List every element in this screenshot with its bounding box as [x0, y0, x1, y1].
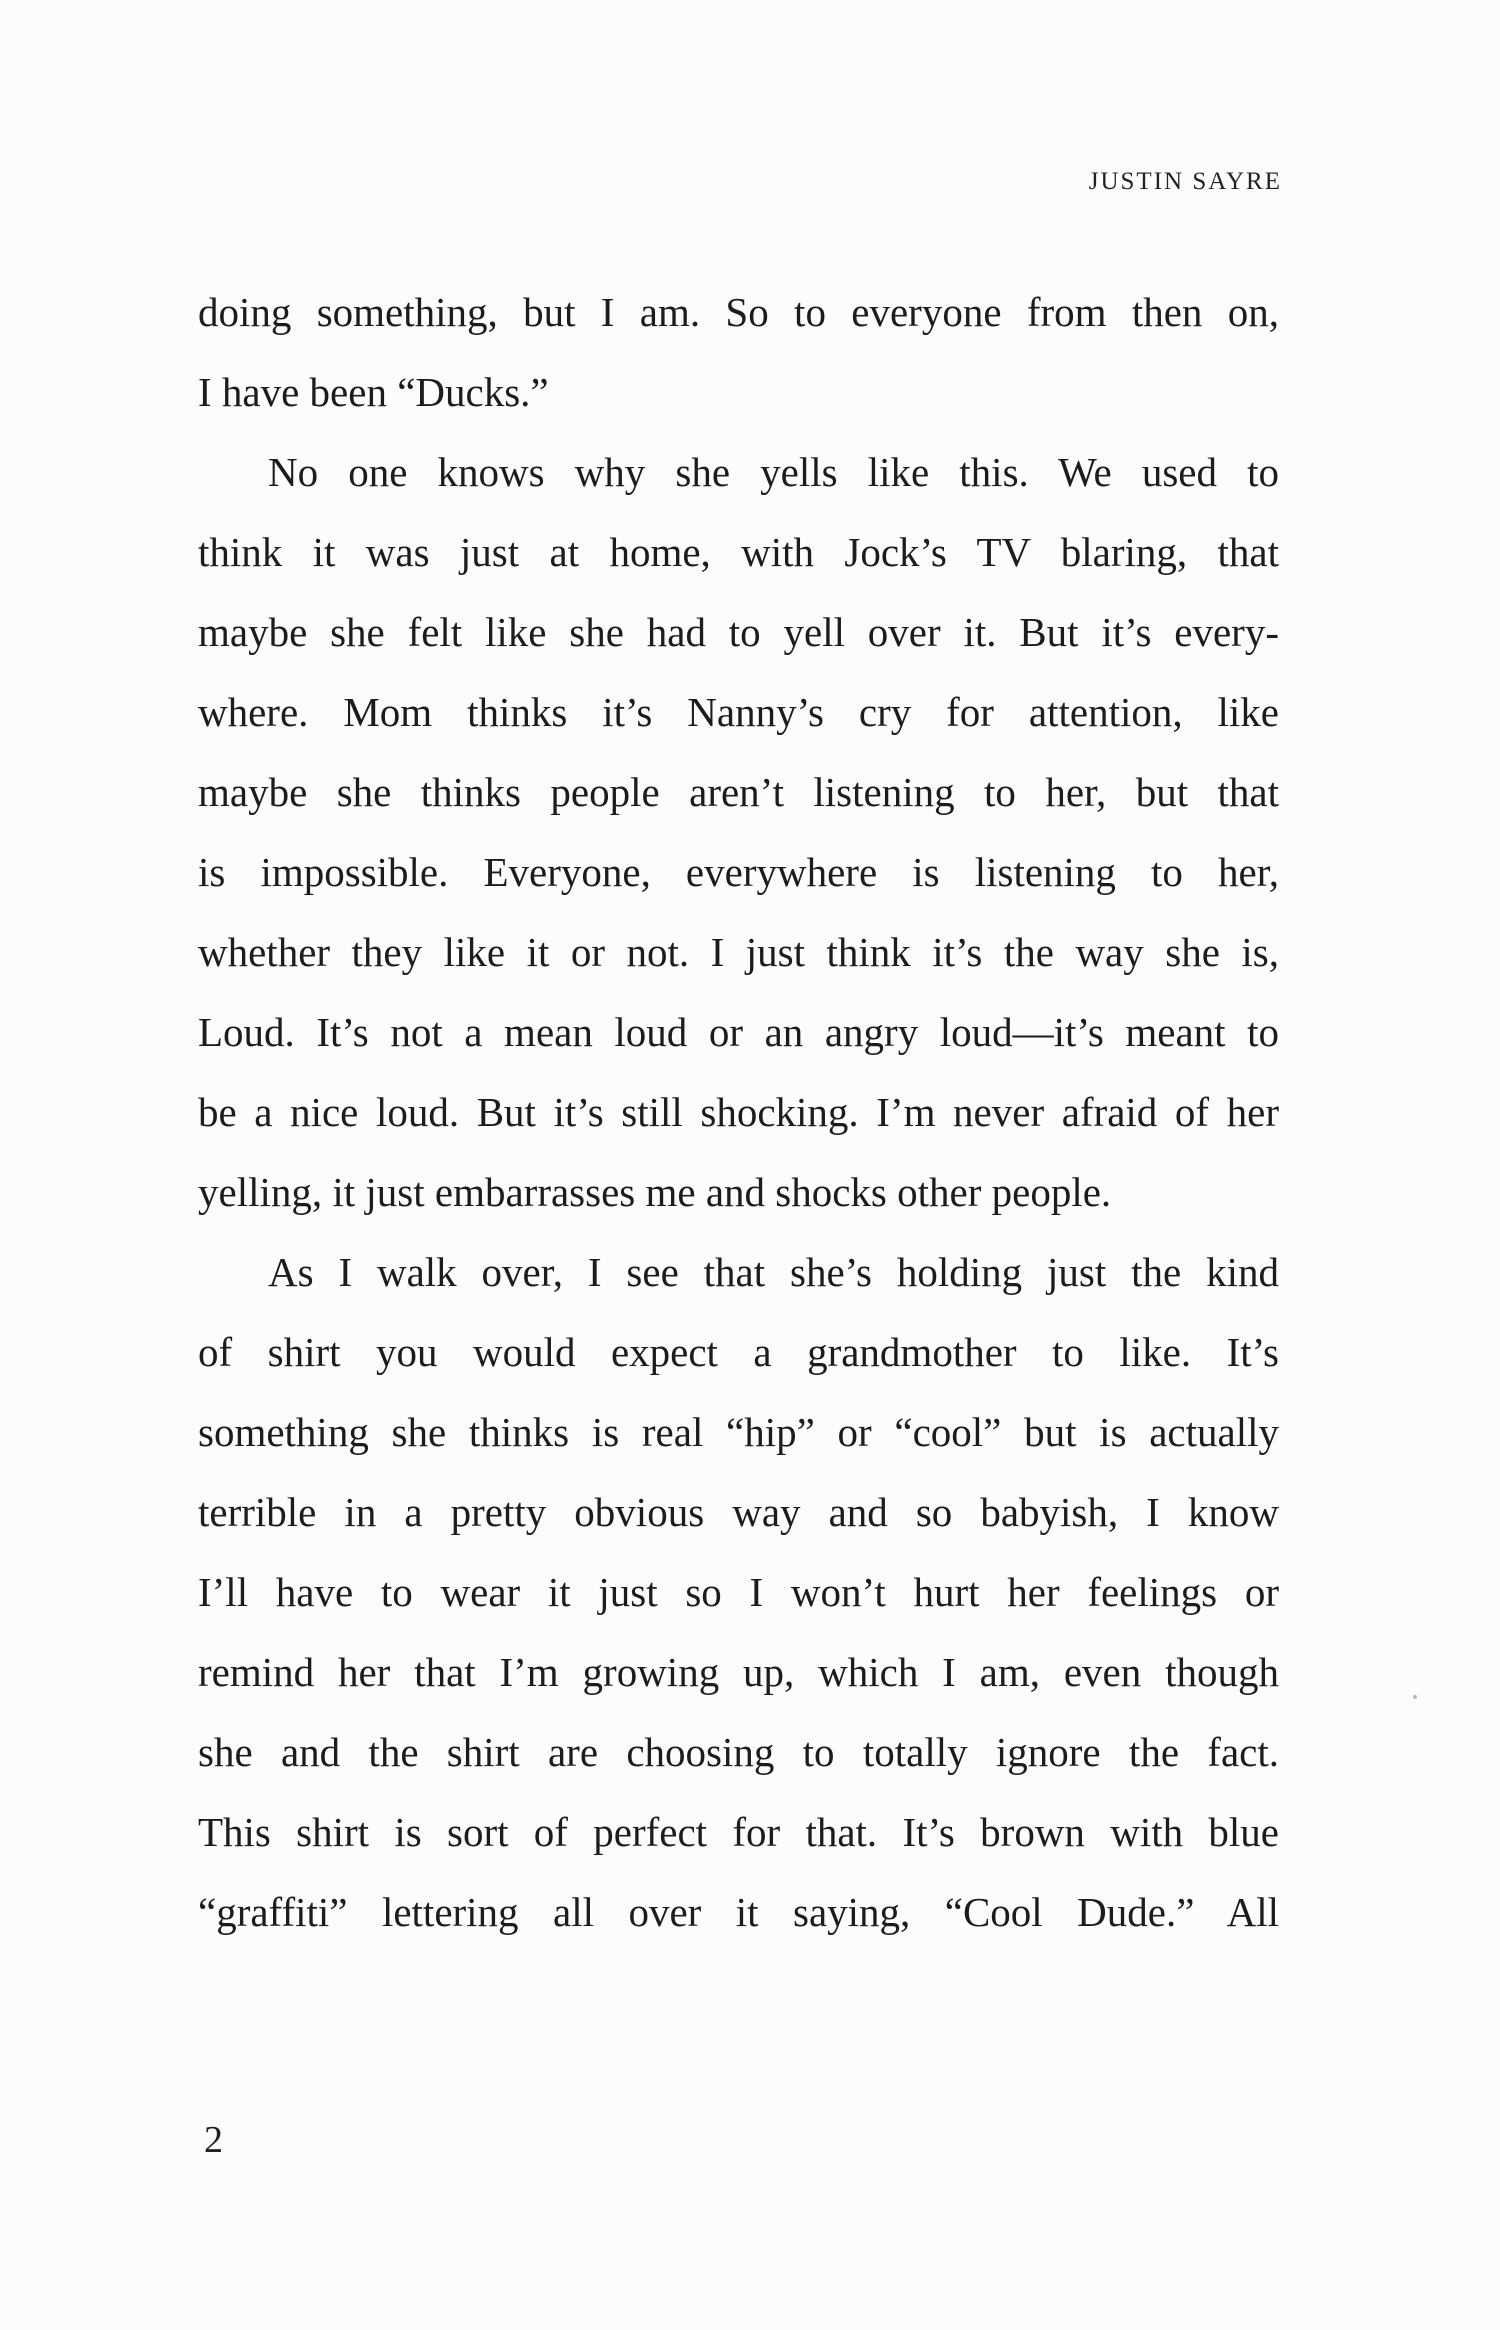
- text-line: remind her that I’m growing up, which I am, even though: [198, 1649, 1279, 1695]
- text-line: Loud. It’s not a mean loud or an angry loud—it’s meant to: [198, 1009, 1279, 1055]
- text-line: “graffiti” lettering all over it saying, “Cool Dude.” All: [198, 1889, 1279, 1935]
- text-line: I have been “Ducks.”: [198, 369, 549, 415]
- body-text: [198, 272, 1279, 1952]
- text-line: of shirt you would expect a grandmother to like. It’s: [198, 1329, 1279, 1375]
- text-line: maybe she felt like she had to yell over it. But it’s every-: [198, 609, 1279, 655]
- text-line: be a nice loud. But it’s still shocking. I’m never afraid of her: [198, 1089, 1279, 1135]
- text-line: something she thinks is real “hip” or “cool” but is actually: [198, 1409, 1279, 1455]
- text-line: think it was just at home, with Jock’s TV blaring, that: [198, 529, 1279, 575]
- text-line: maybe she thinks people aren’t listening to her, but that: [198, 769, 1279, 815]
- text-line: yelling, it just embarrasses me and shocks other people.: [198, 1169, 1112, 1215]
- text-line: doing something, but I am. So to everyone from then on,: [198, 289, 1279, 335]
- text-line: terrible in a pretty obvious way and so babyish, I know: [198, 1489, 1279, 1535]
- text-line: This shirt is sort of perfect for that. It’s brown with blue: [198, 1809, 1279, 1855]
- scan-speck: [1413, 1695, 1417, 1699]
- text-line: I’ll have to wear it just so I won’t hurt her feelings or: [198, 1569, 1279, 1615]
- text-line: she and the shirt are choosing to totally ignore the fact.: [198, 1729, 1279, 1775]
- text-line: where. Mom thinks it’s Nanny’s cry for attention, like: [198, 689, 1279, 735]
- text-line: As I walk over, I see that she’s holding just the kind: [268, 1249, 1279, 1295]
- running-head: JUSTIN SAYRE: [1088, 168, 1282, 195]
- page-number: 2: [204, 2119, 223, 2161]
- text-line: No one knows why she yells like this. We used to: [268, 449, 1279, 495]
- text-line: whether they like it or not. I just think it’s the way she is,: [198, 929, 1279, 975]
- text-line: is impossible. Everyone, everywhere is listening to her,: [198, 849, 1279, 895]
